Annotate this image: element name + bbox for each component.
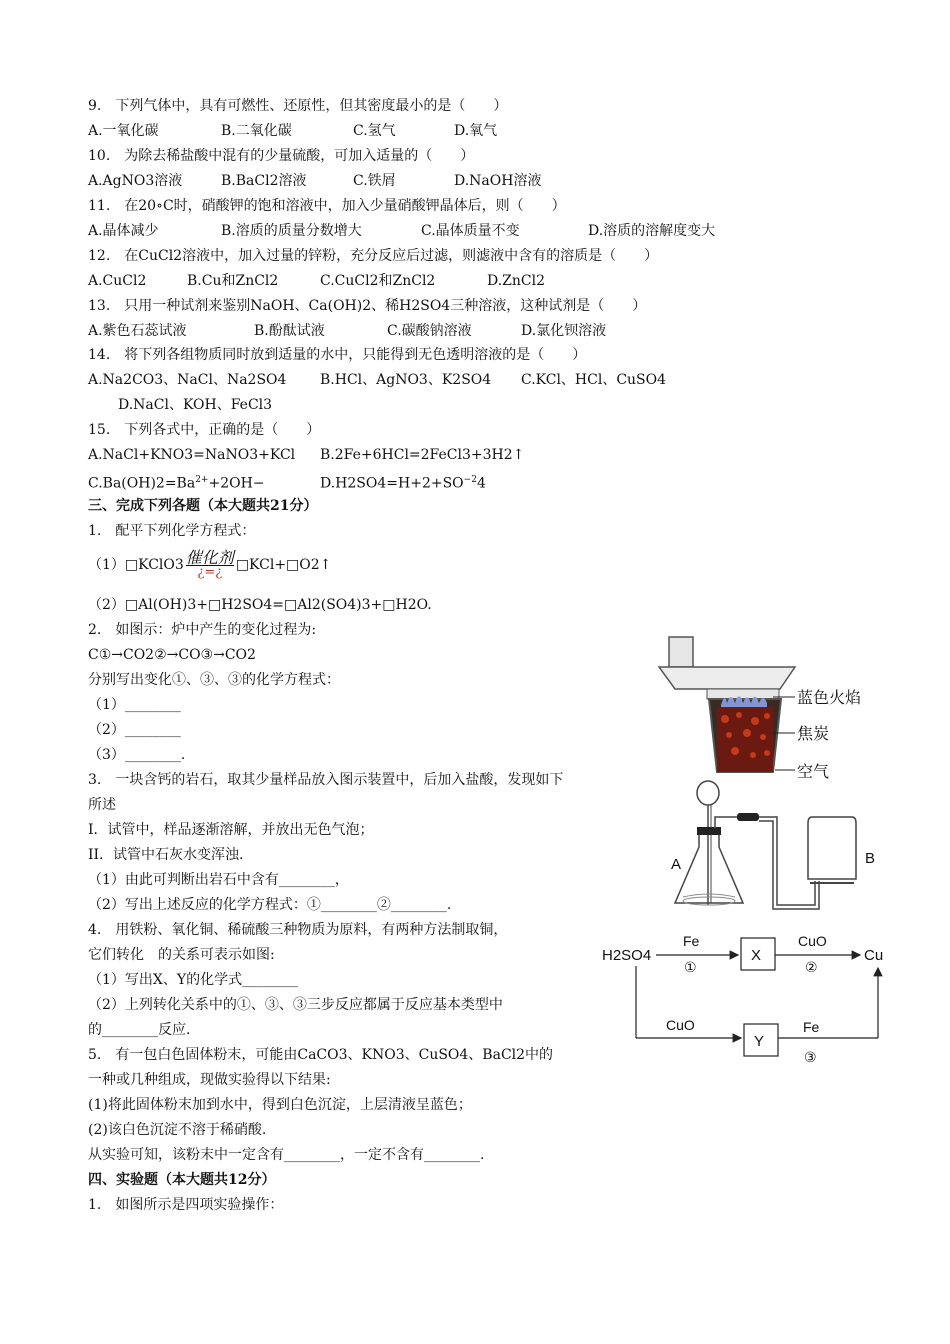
s3-q3-stem: 3. 一块含钙的岩石，取其少量样品放入图示装置中，后加入盐酸，发现如下 (88, 772, 564, 788)
q11-option-b: B.溶质的质量分数增大 (221, 223, 362, 239)
flow-x: X (751, 947, 762, 964)
s3-q2-blank-2: （2）________ (88, 722, 181, 738)
q13-option-d: D.氯化钡溶液 (521, 323, 607, 339)
s3-q4-ask-2: （2）上列转化关系中的①、③、③三步反应都属于反应基本类型中 (88, 997, 503, 1013)
q9-option-d: D.氧气 (454, 123, 498, 139)
s3-q4-ask-1: （1）写出X、Y的化学式________ (88, 972, 299, 988)
q12-option-c: C.CuCl2和ZnCl2 (320, 273, 436, 289)
flow-cu: Cu (864, 947, 884, 964)
s3-q1-stem: 1. 配平下列化学方程式： (88, 523, 256, 539)
s3-q5-stem: 5. 有一包白色固体粉末，可能由CaCO3、KNO3、CuSO4、BaCl2中的 (88, 1047, 554, 1063)
q15-option-c: $C.Ba(OH)2=Ba^{2+}+2OH-$ (88, 475, 265, 492)
s3-q1-eq2: （2）□Al(OH)3+□H2SO4=□Al2(SO4)3+□H2O. (88, 597, 432, 613)
q12-stem: 12. 在CuCl2溶液中，加入过量的锌粉，充分反应后过滤，则滤液中含有的溶质是（ ） (88, 248, 659, 264)
s3-q2-blank-1: （1）________ (88, 697, 181, 713)
q15-option-a: A.NaCl+KNO3=NaNO3+KCl (88, 447, 296, 463)
q10-option-c: C.铁屑 (353, 173, 396, 189)
flow-fe-1: Fe (683, 933, 700, 949)
flow-cuo-1: CuO (798, 933, 827, 949)
s3-q3-ask-1: （1）由此可判断出岩石中含有________， (88, 872, 349, 888)
s3-q2-blank-3: （3）________. (88, 747, 186, 763)
s3-q4-stem: 4. 用铁粉、氧化铜、稀硫酸三种物质为原料，有两种方法制取铜， (88, 922, 508, 938)
q11-option-a: A.晶体减少 (88, 223, 159, 239)
q11-option-d: D.溶质的溶解度变大 (588, 223, 716, 239)
q10-stem: 10. 为除去稀盐酸中混有的少量硫酸，可加入适量的（ ） (88, 148, 475, 164)
q9-option-b: B.二氧化碳 (221, 123, 292, 139)
s3-q2-chain: C①→CO2②→CO③→CO2 (88, 647, 256, 663)
q13-stem: 13. 只用一种试剂来鉴别NaOH、Ca(OH)2、稀H2SO4三种溶液，这种试剂是（ ） (88, 298, 647, 314)
s3-q5-result-1: (1)将此固体粉末加到水中，得到白色沉淀，上层清液呈蓝色； (88, 1097, 472, 1113)
s3-q2-stem: 2. 如图示：炉中产生的变化过程为: (88, 622, 317, 638)
s3-q3-stem-cont: 所述 (88, 797, 116, 813)
q14-option-a: A.Na2CO3、NaCl、Na2SO4 (88, 372, 287, 388)
flow-h2so4: H2SO4 (602, 947, 652, 964)
catalyst-condition: $\frac{\text{催化剂}}{¿=¿}$ (185, 547, 234, 580)
section-4-title: 四、实验题（本大题共12分） (88, 1172, 276, 1188)
s3-q3-ask-2: （2）写出上述反应的化学方程式：①________②________. (88, 897, 452, 913)
s3-q5-ask: 从实验可知，该粉末中一定含有________，一定不含有________. (88, 1147, 485, 1163)
s3-q1-eq1: （1）□KClO3 $\frac{\text{催化剂}}{¿=¿}$ □KCl+□O2↑ (88, 547, 332, 580)
q14-stem: 14. 将下列各组物质同时放到适量的水中，只能得到无色透明溶液的是（ ） (88, 347, 587, 363)
s3-q3-obs-1: I．试管中，样品逐渐溶解，并放出无色气泡； (88, 822, 374, 838)
q12-option-d: D.ZnCl2 (487, 273, 546, 289)
section-3-title: 三、完成下列各题（本大题共21分） (88, 498, 318, 514)
label-a: A (671, 856, 682, 873)
q9-option-c: C.氢气 (353, 123, 396, 139)
s3-q4-ask-2-cont: 的________反应. (88, 1022, 191, 1038)
s3-q2-ask: 分别写出变化①、③、③的化学方程式： (88, 672, 340, 688)
q9-option-a: A.一氧化碳 (88, 123, 159, 139)
label-coke: 焦炭 (797, 726, 830, 743)
label-air: 空气 (797, 764, 830, 781)
flow-y: Y (754, 1033, 765, 1050)
q14-option-c: C.KCl、HCl、CuSO4 (521, 372, 667, 388)
q13-option-a: A.紫色石蕊试液 (88, 323, 187, 339)
s3-q3-obs-2: II．试管中石灰水变浑浊. (88, 847, 244, 863)
gas-apparatus-figure (665, 777, 890, 917)
s3-q5-stem-cont: 一种或几种组成，现做实验得以下结果: (88, 1072, 331, 1088)
copper-flow-diagram (598, 924, 896, 1068)
q15-stem: 15. 下列各式中，正确的是（ ） (88, 422, 321, 438)
q14-option-b: B.HCl、AgNO3、K2SO4 (320, 372, 492, 388)
flow-cuo-2: CuO (666, 1017, 695, 1033)
furnace-figure (655, 637, 890, 781)
q9-stem: 9. 下列气体中，具有可燃性、还原性，但其密度最小的是（ ） (88, 98, 508, 114)
q12-option-b: B.Cu和ZnCl2 (187, 273, 279, 289)
q11-stem: 11. 在20∘C时，硝酸钾的饱和溶液中，加入少量硝酸钾晶体后，则（ ） (88, 198, 566, 214)
q13-option-b: B.酚酞试液 (254, 323, 325, 339)
flow-step-2: ② (805, 959, 818, 975)
label-b: B (865, 850, 876, 867)
q15-option-d: $D.H2SO4=H+2+SO^{-2}4$ (320, 475, 486, 492)
label-blue-flame: 蓝色火焰 (797, 690, 862, 707)
s4-q1-stem: 1. 如图所示是四项实验操作： (88, 1197, 284, 1213)
q14-option-d: D.NaCl、KOH、FeCl3 (118, 397, 273, 413)
flow-step-1: ① (684, 959, 697, 975)
s3-q5-result-2: (2)该白色沉淀不溶于稀硝酸. (88, 1122, 267, 1138)
q15-option-b: B.2Fe+6HCl=2FeCl3+3H2↑ (320, 447, 525, 463)
q13-option-c: C.碳酸钠溶液 (387, 323, 472, 339)
s3-q4-stem-cont: 它们转化 的关系可表示如图: (88, 947, 275, 963)
q12-option-a: A.CuCl2 (88, 273, 147, 289)
flow-step-3: ③ (804, 1049, 817, 1065)
q10-option-d: D.NaOH溶液 (454, 173, 542, 189)
q10-option-a: A.AgNO3溶液 (88, 173, 183, 189)
q11-option-c: C.晶体质量不变 (421, 223, 520, 239)
flow-fe-2: Fe (803, 1019, 820, 1035)
q10-option-b: B.BaCl2溶液 (221, 173, 307, 189)
